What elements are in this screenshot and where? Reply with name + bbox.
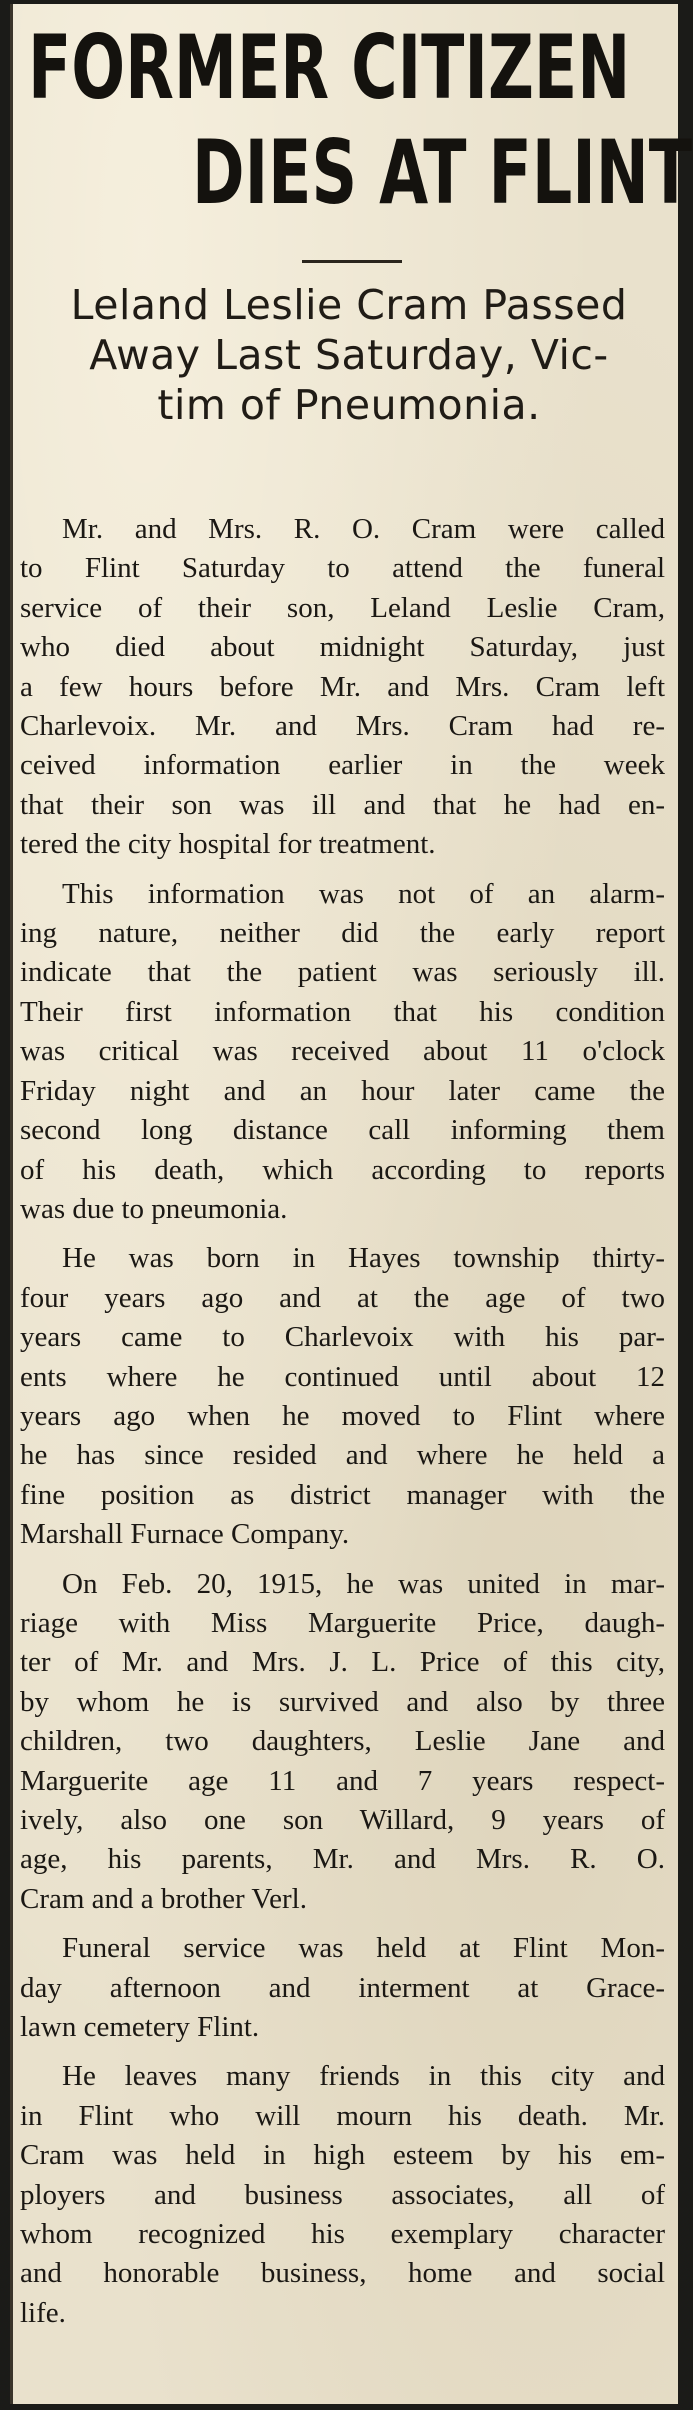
article-line: service of their son, Leland Leslie Cram, [20, 591, 665, 624]
article-line: indicate that the patient was seriously ill. [20, 956, 665, 989]
article-line: He was born in Hayes township thirty- [62, 1242, 665, 1275]
article-line: Friday night and an hour later came the [20, 1074, 665, 1107]
article-line: he has since resided and where he held a [20, 1439, 665, 1472]
article-line: ing nature, neither did the early report [20, 917, 665, 950]
headline-line-1: FORMER CITIZEN [28, 16, 631, 119]
article-line: second long distance call informing them [20, 1114, 665, 1147]
subheadline-line: Leland Leslie Cram Passed [70, 281, 628, 329]
article-line: riage with Miss Marguerite Price, daugh- [20, 1606, 665, 1639]
article-line: ceived information earlier in the week [20, 749, 665, 782]
article-line: was critical was received about 11 o'clock [20, 1035, 665, 1068]
article-line: children, two daughters, Leslie Jane and [20, 1725, 665, 1758]
article-line: Cram was held in high esteem by his em- [20, 2139, 665, 2172]
article-line: tered the city hospital for treatment. [20, 828, 436, 861]
article-line: He leaves many friends in this city and [62, 2060, 665, 2093]
column-rule [10, 4, 13, 2404]
headline-line-2: DIES AT FLINT [191, 121, 693, 224]
article-line: of his death, which according to reports [20, 1153, 665, 1186]
article-line: in Flint who will mourn his death. Mr. [20, 2099, 665, 2132]
article-line: years ago when he moved to Flint where [20, 1399, 665, 1432]
article-line: life. [20, 2296, 66, 2329]
article-paragraph [20, 510, 665, 865]
article-line: years came to Charlevoix with his par- [20, 1321, 665, 1354]
article-line: fine position as district manager with the [20, 1478, 665, 1511]
article-paragraph [20, 1929, 665, 2047]
article-body [20, 510, 665, 2343]
article-line: Marguerite age 11 and 7 years respect- [20, 1764, 665, 1797]
article-paragraph [20, 2057, 665, 2333]
article-line: Charlevoix. Mr. and Mrs. Cram had re- [20, 710, 665, 743]
newspaper-clipping [10, 4, 693, 2404]
article-line: a few hours before Mr. and Mrs. Cram left [20, 670, 665, 703]
article-line: Funeral service was held at Flint Mon- [62, 1932, 665, 1965]
article-line: and honorable business, home and social [20, 2257, 665, 2290]
article-line: On Feb. 20, 1915, he was united in mar- [62, 1567, 665, 1600]
article-line: This information was not of an alarm- [62, 877, 665, 910]
article-line: Marshall Furnace Company. [20, 1518, 350, 1551]
article-paragraph [20, 1565, 665, 1920]
article-line: by whom he is survived and also by three [20, 1685, 665, 1718]
article-paragraph [20, 1239, 665, 1554]
article-line: ter of Mr. and Mrs. J. L. Price of this city, [20, 1646, 665, 1679]
article-line: ents where he continued until about 12 [20, 1360, 665, 1393]
headline-divider [302, 260, 402, 263]
article-line: lawn cemetery Flint. [20, 2011, 260, 2044]
article-line: age, his parents, Mr. and Mrs. R. O. [20, 1843, 665, 1876]
article-line: whom recognized his exemplary character [20, 2218, 665, 2251]
article-line: ployers and business associates, all of [20, 2178, 665, 2211]
article-paragraph [20, 875, 665, 1230]
article-line: Cram and a brother Verl. [20, 1882, 307, 1915]
subheadline [24, 280, 674, 430]
article-line: who died about midnight Saturday, just [20, 631, 665, 664]
article-line: to Flint Saturday to attend the funeral [20, 552, 665, 585]
article-line: that their son was ill and that he had en- [20, 788, 665, 821]
article-line: day afternoon and interment at Grace- [20, 1971, 665, 2004]
article-line: was due to pneumonia. [20, 1192, 288, 1225]
article-line: four years ago and at the age of two [20, 1281, 665, 1314]
subheadline-line: tim of Pneumonia. [157, 381, 541, 429]
article-line: Their first information that his condition [20, 995, 665, 1028]
subheadline-line: Away Last Saturday, Vic- [89, 331, 609, 379]
article-line: ively, also one son Willard, 9 years of [20, 1804, 665, 1836]
article-line: Mr. and Mrs. R. O. Cram were called [62, 513, 665, 545]
